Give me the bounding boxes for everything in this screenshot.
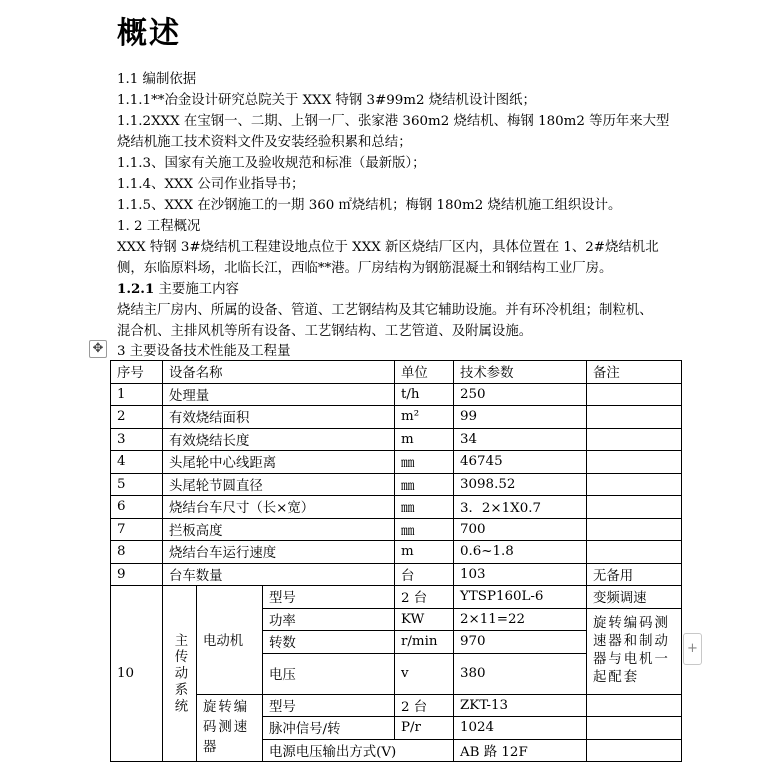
table-cell: YTSP160L-6 bbox=[454, 586, 587, 609]
table-cell: 拦板高度 bbox=[163, 518, 395, 541]
table-row bbox=[111, 563, 682, 586]
table-cell: 无备用 bbox=[587, 563, 682, 586]
table-cell bbox=[587, 717, 682, 740]
basis-item-2-line2: 烧结机施工技术资料文件及安装经验积累和总结； bbox=[117, 135, 412, 150]
header-cell: 单位 bbox=[395, 361, 454, 384]
table-cell: 功率 bbox=[263, 608, 395, 631]
table-cell: 8 bbox=[111, 541, 163, 564]
table-cell: 2 bbox=[111, 406, 163, 429]
table-cell: m bbox=[395, 428, 454, 451]
table-cell bbox=[587, 473, 682, 496]
overview-text-line2: 侧，东临原料场，北临长江，西临**港。厂房结构为钢筋混凝土和钢结构工业厂房。 bbox=[117, 261, 613, 276]
table-cell: 9 bbox=[111, 563, 163, 586]
table-cell: 4 bbox=[111, 451, 163, 474]
table-row bbox=[111, 473, 682, 496]
table-cell: 5 bbox=[111, 473, 163, 496]
table-cell: t/h bbox=[395, 383, 454, 406]
basis-item-3: 1.1.3、国家有关施工及验收规范和标准（最新版）； bbox=[117, 156, 426, 171]
table-cell: 转数 bbox=[263, 631, 395, 654]
table-cell bbox=[587, 739, 682, 762]
move-arrows-icon[interactable]: ✥ bbox=[89, 340, 107, 358]
table-cell: 电压 bbox=[263, 653, 395, 694]
scope-text-line1: 烧结主厂房内、所属的设备、管道、工艺钢结构及其它辅助设施。并有环冷机组；制粒机、 bbox=[117, 303, 653, 318]
table-cell: 3 bbox=[111, 428, 163, 451]
table-cell: 103 bbox=[454, 563, 587, 586]
table-row bbox=[111, 428, 682, 451]
table-cell: ㎜ bbox=[395, 473, 454, 496]
table-cell bbox=[587, 406, 682, 429]
table-cell bbox=[587, 541, 682, 564]
table-cell: KW bbox=[395, 608, 454, 631]
table-cell: 台车数量 bbox=[163, 563, 395, 586]
header-cell: 技术参数 bbox=[454, 361, 587, 384]
table-cell bbox=[587, 496, 682, 519]
section-heading-scope-text: 主要施工内容 bbox=[154, 282, 239, 297]
table-row bbox=[111, 694, 682, 717]
table-cell: 700 bbox=[454, 518, 587, 541]
table-cell: 头尾轮中心线距离 bbox=[163, 451, 395, 474]
basis-item-4: 1.1.4、XXX 公司作业指导书； bbox=[117, 177, 305, 192]
table-row bbox=[111, 406, 682, 429]
table-cell: 处理量 bbox=[163, 383, 395, 406]
header-cell: 序号 bbox=[111, 361, 163, 384]
header-cell: 备注 bbox=[587, 361, 682, 384]
table-cell: 电源电压输出方式(V) bbox=[263, 739, 454, 762]
table-row bbox=[111, 451, 682, 474]
scope-text-line2: 混合机、主排风机等所有设备、工艺钢结构、工艺管道、及附属设施。 bbox=[117, 324, 533, 339]
table-cell: ZKT-13 bbox=[454, 694, 587, 717]
table-cell: ㎜ bbox=[395, 451, 454, 474]
table-cell: 脉冲信号/转 bbox=[263, 717, 395, 740]
table-cell: 台 bbox=[395, 563, 454, 586]
section-heading-equipment: 3 主要设备技术性能及工程量 bbox=[117, 344, 291, 359]
table-cell: 2×11=22 bbox=[454, 608, 587, 631]
table-cell bbox=[587, 451, 682, 474]
table-cell bbox=[587, 383, 682, 406]
component-label-encoder: 旋转编码测速器 bbox=[197, 694, 263, 762]
equipment-spec-table bbox=[110, 360, 682, 762]
table-cell: 烧结台车运行速度 bbox=[163, 541, 395, 564]
table-cell: 10 bbox=[111, 586, 163, 762]
table-row bbox=[111, 586, 682, 609]
table-cell: 1 bbox=[111, 383, 163, 406]
table-cell bbox=[587, 428, 682, 451]
basis-item-1: 1.1.1**冶金设计研究总院关于 XXX 特钢 3#99m2 烧结机设计图纸； bbox=[117, 93, 536, 108]
table-cell: 型号 bbox=[263, 694, 395, 717]
motor-note-cell: 旋转编码测速器和制动器与电机一起配套 bbox=[587, 608, 682, 694]
table-cell: 烧结台车尺寸（长×宽） bbox=[163, 496, 395, 519]
table-cell: r/min bbox=[395, 631, 454, 654]
table-cell: m² bbox=[395, 406, 454, 429]
table-row bbox=[111, 496, 682, 519]
page-title: 概述 bbox=[117, 16, 181, 51]
table-cell: 0.6~1.8 bbox=[454, 541, 587, 564]
table-cell: 7 bbox=[111, 518, 163, 541]
basis-item-5: 1.1.5、XXX 在沙钢施工的一期 360 ㎡烧结机；梅钢 180m2 烧结机施工组织设计。 bbox=[117, 198, 622, 213]
table-cell: 3．2×1X0.7 bbox=[454, 496, 587, 519]
table-cell: 970 bbox=[454, 631, 587, 654]
table-cell: 2 台 bbox=[395, 586, 454, 609]
table-cell: 1024 bbox=[454, 717, 587, 740]
table-cell: 2 台 bbox=[395, 694, 454, 717]
table-cell: ㎜ bbox=[395, 518, 454, 541]
table-cell bbox=[587, 518, 682, 541]
table-cell: ㎜ bbox=[395, 496, 454, 519]
section-number: 1.2.1 bbox=[117, 281, 155, 297]
table-header-row bbox=[111, 361, 682, 384]
table-cell bbox=[587, 694, 682, 717]
table-cell: m bbox=[395, 541, 454, 564]
table-cell: 变频调速 bbox=[587, 586, 682, 609]
group-label-main-drive: 主传动系统 bbox=[163, 586, 197, 762]
table-row bbox=[111, 518, 682, 541]
table-row bbox=[111, 541, 682, 564]
basis-item-2-line1: 1.1.2XXX 在宝钢一、二期、上钢一厂、张家港 360m2 烧结机、梅钢 180m2 等历年来大型 bbox=[117, 114, 670, 129]
table-cell: 头尾轮节圆直径 bbox=[163, 473, 395, 496]
table-cell: 34 bbox=[454, 428, 587, 451]
table-cell: 6 bbox=[111, 496, 163, 519]
header-cell: 设备名称 bbox=[163, 361, 395, 384]
component-label-motor: 电动机 bbox=[197, 586, 263, 695]
section-heading-basis: 1.1 编制依据 bbox=[117, 72, 197, 87]
table-cell: 250 bbox=[454, 383, 587, 406]
table-cell: AB 路 12F bbox=[454, 739, 587, 762]
table-cell: 3098.52 bbox=[454, 473, 587, 496]
table-cell: 380 bbox=[454, 653, 587, 694]
table-cell: 46745 bbox=[454, 451, 587, 474]
table-row bbox=[111, 383, 682, 406]
overview-text-line1: XXX 特钢 3#烧结机工程建设地点位于 XXX 新区烧结厂区内，具体位置在 1、2#烧结机北 bbox=[117, 240, 659, 255]
section-heading-scope bbox=[117, 279, 687, 300]
table-cell: 有效烧结长度 bbox=[163, 428, 395, 451]
table-cell: 有效烧结面积 bbox=[163, 406, 395, 429]
section-heading-overview: 1. 2 工程概况 bbox=[117, 219, 201, 234]
table-cell: 型号 bbox=[263, 586, 395, 609]
table-cell: P/r bbox=[395, 717, 454, 740]
plus-icon[interactable]: + bbox=[683, 633, 702, 665]
table-cell: 99 bbox=[454, 406, 587, 429]
table-cell: v bbox=[395, 653, 454, 694]
